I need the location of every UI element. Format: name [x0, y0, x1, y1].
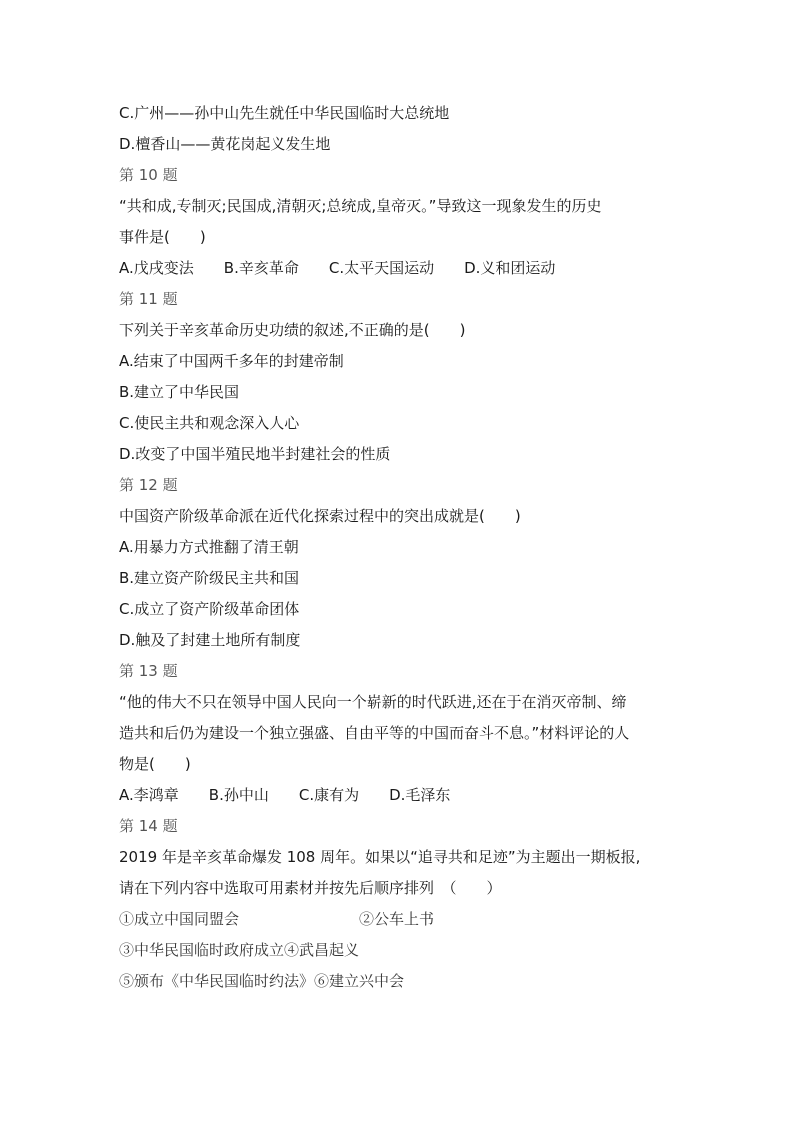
q11-stem: 下列关于辛亥革命历史功绩的叙述,不正确的是( ) [119, 321, 466, 339]
q10-option-c: C.太平天国运动 [328, 259, 435, 277]
q14-item-5: ⑤颁布《中华民国临时约法》 [119, 972, 315, 990]
q13-number: 第 13 题 [119, 662, 178, 680]
q10-option-b: B.辛亥革命 [223, 259, 299, 277]
q14-items-row-3 [119, 966, 689, 997]
q14-items-row-1 [119, 904, 689, 935]
q10-options [119, 253, 689, 284]
q13-stem-line-3: 物是( ) [119, 755, 191, 773]
q13-option-d: D.毛泽东 [389, 786, 451, 804]
q12-option-b: B.建立资产阶级民主共和国 [119, 569, 300, 587]
q11-option-a: A.结束了中国两千多年的封建帝制 [119, 352, 344, 370]
q11-number: 第 11 题 [119, 290, 178, 308]
q11-option-c: C.使民主共和观念深入人心 [119, 414, 300, 432]
q10-stem-line-1: “共和成,专制灭;民国成,清朝灭;总统成,皇帝灭。”导致这一现象发生的历史 [119, 197, 602, 215]
q12-option-a: A.用暴力方式推翻了清王朝 [119, 538, 299, 556]
q11-option-d: D.改变了中国半殖民地半封建社会的性质 [119, 445, 391, 463]
q11-option-b: B.建立了中华民国 [119, 383, 240, 401]
q13-options [119, 780, 689, 811]
q13-option-b: B.孙中山 [208, 786, 269, 804]
q14-stem-line-2: 请在下列内容中选取可用素材并按先后顺序排列 （ ） [119, 879, 502, 897]
q14-item-1: ①成立中国同盟会 [119, 910, 240, 928]
q13-option-c: C.康有为 [298, 786, 360, 804]
q10-option-d: D.义和团运动 [464, 259, 556, 277]
q9-option-c: C.广州——孙中山先生就任中华民国临时大总统地 [119, 104, 450, 122]
q12-stem: 中国资产阶级革命派在近代化探索过程中的突出成就是( ) [119, 507, 521, 525]
q13-stem-line-2: 造共和后仍为建设一个独立强盛、自由平等的中国而奋斗不息。”材料评论的人 [119, 724, 630, 742]
q9-option-d: D.檀香山——黄花岗起义发生地 [119, 135, 331, 153]
q14-item-4: ④武昌起义 [284, 941, 360, 959]
q14-item-6: ⑥建立兴中会 [314, 972, 405, 990]
q13-option-a: A.李鸿章 [119, 786, 179, 804]
q14-item-3: ③中华民国临时政府成立 [119, 941, 285, 959]
worksheet-page [119, 98, 689, 997]
q14-number: 第 14 题 [119, 817, 178, 835]
q14-stem-line-1: 2019 年是辛亥革命爆发 108 周年。如果以“追寻共和足迹”为主题出一期板报, [119, 848, 641, 866]
q10-option-a: A.戊戌变法 [119, 259, 194, 277]
q12-option-c: C.成立了资产阶级革命团体 [119, 600, 300, 618]
q10-number: 第 10 题 [119, 166, 178, 184]
q12-number: 第 12 题 [119, 476, 178, 494]
q14-item-2: ②公车上书 [359, 910, 435, 928]
q10-stem-line-2: 事件是( ) [119, 228, 206, 246]
q12-option-d: D.触及了封建土地所有制度 [119, 631, 301, 649]
q13-stem-line-1: “他的伟大不只在领导中国人民向一个崭新的时代跃进,还在于在消灭帝制、缔 [119, 693, 627, 711]
q14-items-row-2 [119, 935, 689, 966]
